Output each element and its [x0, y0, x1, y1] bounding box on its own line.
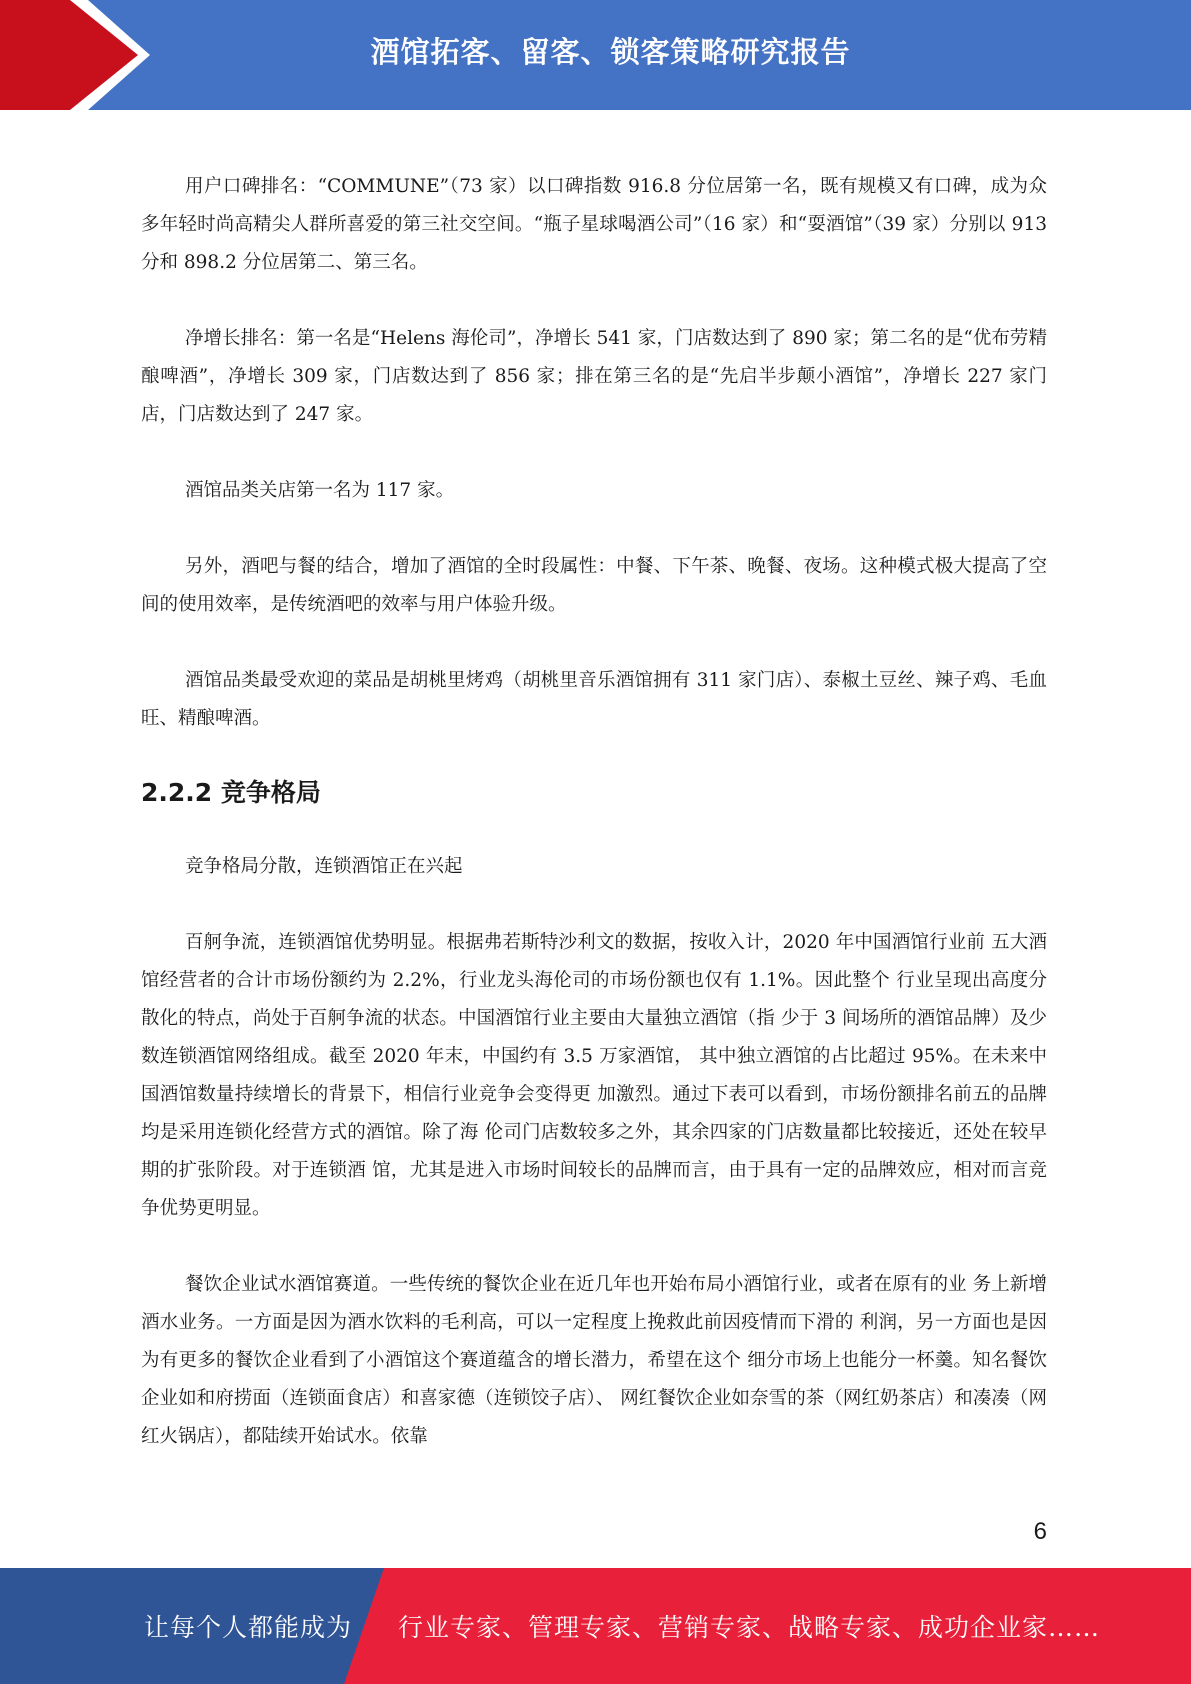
red-chevron-decoration [0, 0, 160, 110]
page-header [0, 0, 1191, 110]
paragraph-chain-advantage: 百舸争流，连锁酒馆优势明显。根据弗若斯特沙利文的数据，按收入计，2020 年中国酒馆行业前 五大酒馆经营者的合计市场份额约为 2.2%，行业龙头海伦司的市场份额也仅有 1.1%。因此整个 行业呈现出高度分散化的特点，尚处于百舸争流的状态。中国酒馆行业主要由大量独立酒馆（指 少于 3 间场所的酒馆品牌）及少数连锁酒馆网络组成。截至 2020 年末，中国约有 3.5 万家酒馆， 其中独立酒馆的占比超过 95%。在未来中国酒馆数量持续增长的背景下，相信行业竞争会变得更 加激烈。通过下表可以看到，市场份额排名前五的品牌均是采用连锁化经营方式的酒馆。除了海 伦司门店数较多之外，其余四家的门店数量都比较接近，还处在较早期的扩张阶段。对于连锁酒 馆，尤其是进入市场时间较长的品牌而言，由于具有一定的品牌效应，相对而言竞争优势更明显。 [141, 932, 1047, 1219]
footer-slogan-right: 行业专家、管理专家、营销专家、战略专家、成功企业家…… [398, 1613, 1101, 1642]
footer-slogan-left: 让每个人都能成为 [144, 1613, 353, 1642]
paragraph-popular-dishes: 酒馆品类最受欢迎的菜品是胡桃里烤鸡（胡桃里音乐酒馆拥有 311 家门店）、泰椒土豆丝、辣子鸡、毛血旺、精酿啤酒。 [141, 670, 1047, 729]
paragraph-catering-entry: 餐饮企业试水酒馆赛道。一些传统的餐饮企业在近几年也开始布局小酒馆行业，或者在原有的业 务上新增酒水业务。一方面是因为酒水饮料的毛利高，可以一定程度上挽救此前因疫情而下滑的 利润，另一方面也是因为有更多的餐饮企业看到了小酒馆这个赛道蕴含的增长潜力，希望在这个 细分市场上也能分一杯羹。知名餐饮企业如和府捞面（连锁面食店）和喜家德（连锁饺子店）、 网红餐饮企业如奈雪的茶（网红奶茶店）和凑凑（网红火锅店），都陆续开始试水。依靠 [141, 1274, 1047, 1447]
document-body [141, 168, 1047, 1494]
paragraph-reputation-ranking: 用户口碑排名：“COMMUNE”（73 家）以口碑指数 916.8 分位居第一名，既有规模又有口碑，成为众多年轻时尚高精尖人群所喜爱的第三社交空间。“瓶子星球喝酒公司”（16 家）和“耍酒馆”（39 家）分别以 913 分和 898.2 分位居第二、第三名。 [141, 176, 1047, 273]
paragraph-competition-summary: 竞争格局分散，连锁酒馆正在兴起 [185, 856, 463, 877]
page-number: 6 [1033, 1518, 1047, 1545]
paragraph-net-growth-ranking: 净增长排名：第一名是“Helens 海伦司”，净增长 541 家，门店数达到了 890 家；第二名的是“优布劳精酿啤酒”，净增长 309 家，门店数达到了 856 家；排在第三名的是“先启半步颠小酒馆”，净增长 227 家门店，门店数达到了 247 家。 [141, 328, 1047, 425]
report-title: 酒馆拓客、留客、锁客策略研究报告 [370, 34, 851, 69]
page-footer [0, 1568, 1191, 1684]
paragraph-closures: 酒馆品类关店第一名为 117 家。 [185, 480, 455, 501]
section-heading: 2.2.2 竞争格局 [141, 778, 321, 807]
paragraph-all-day-model: 另外，酒吧与餐的结合，增加了酒馆的全时段属性：中餐、下午茶、晚餐、夜场。这种模式极大提高了空间的使用效率，是传统酒吧的效率与用户体验升级。 [141, 556, 1047, 615]
